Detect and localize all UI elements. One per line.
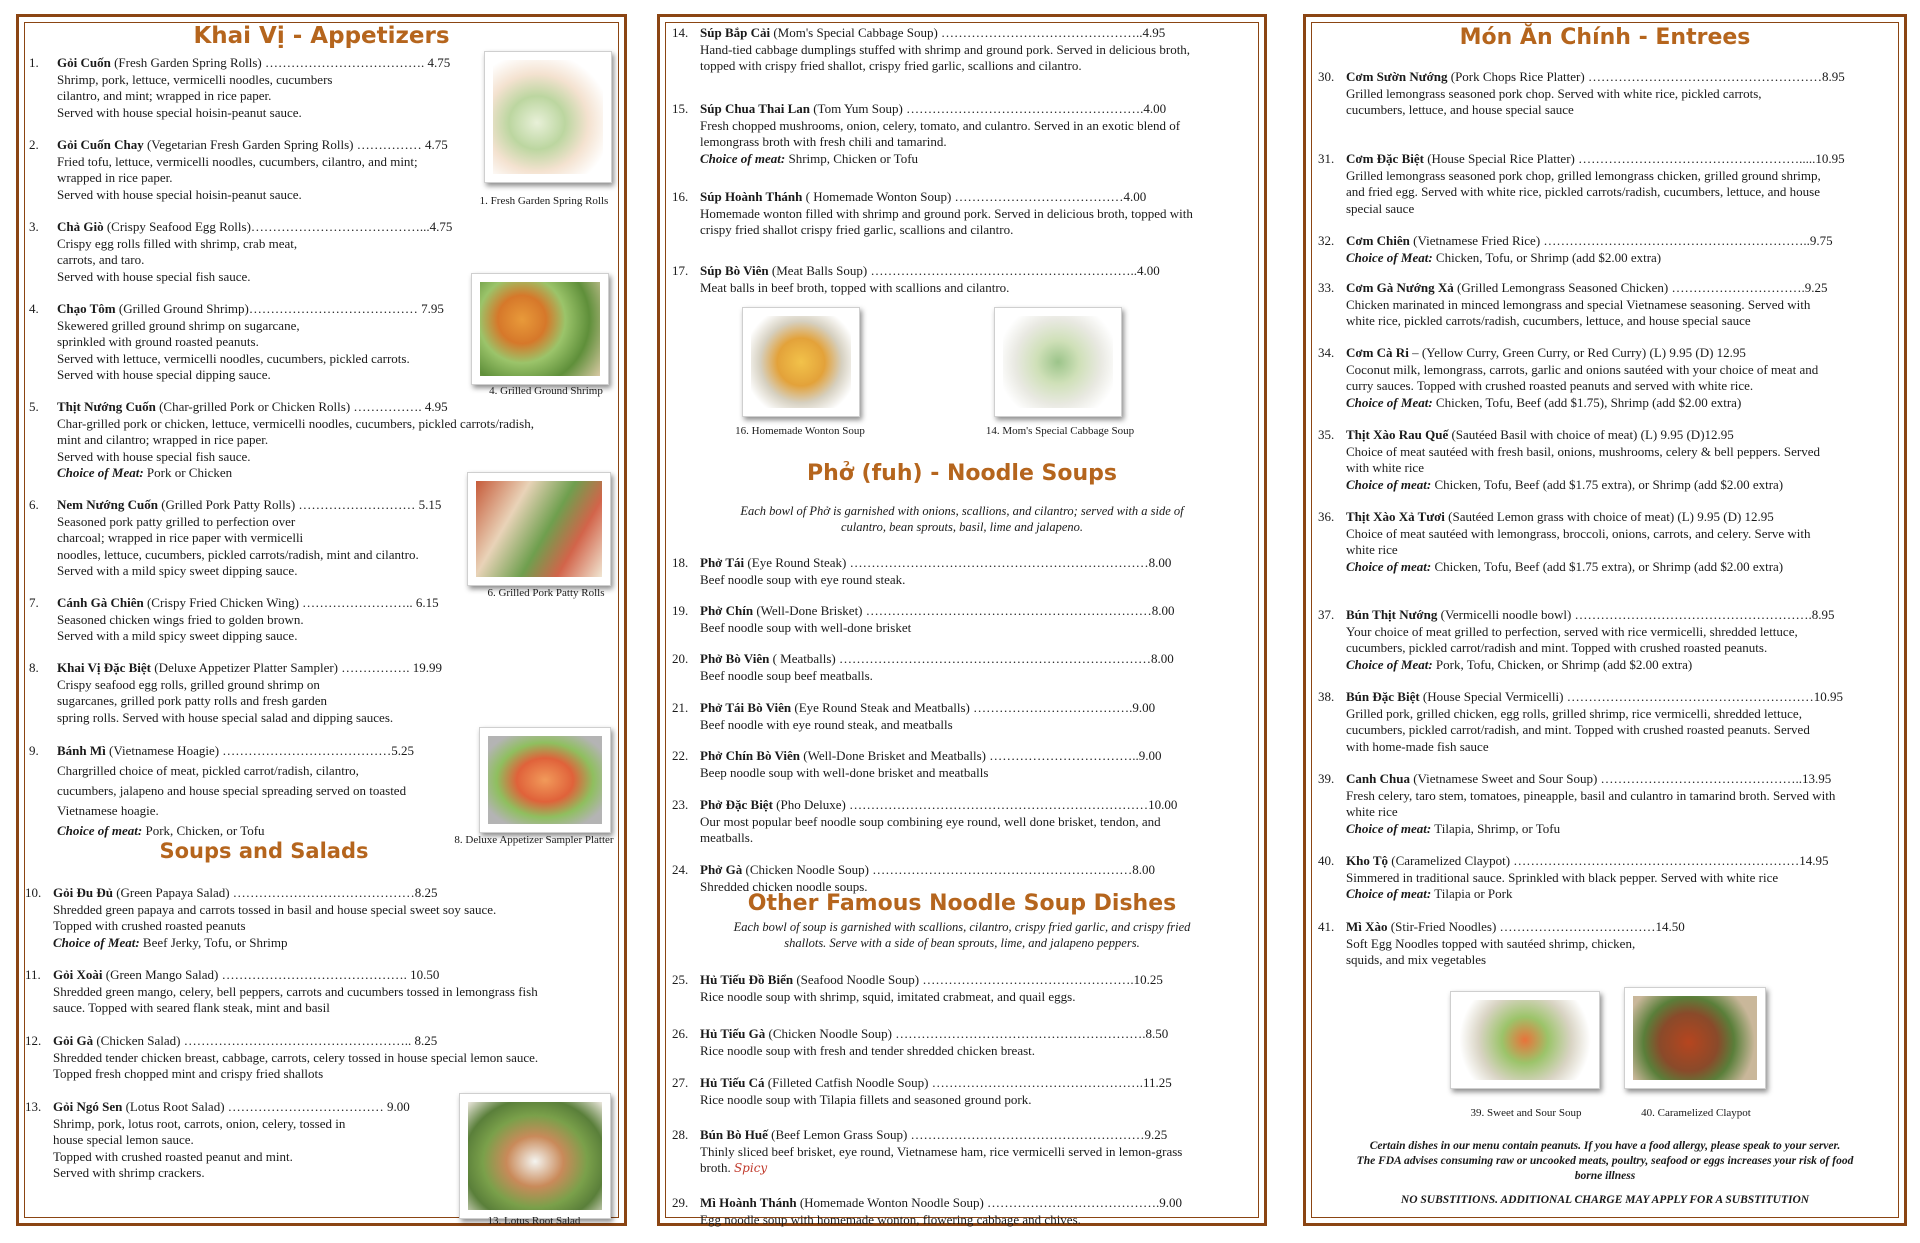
item-description: topped with crispy fried shallot, crispy fried garlic, scallions and cilantro.: [700, 58, 1082, 73]
item-name: Mì Xào: [1346, 919, 1388, 934]
item-price-line: (Stir-Fried Noodles) ………………………………14.50: [1390, 919, 1685, 934]
item-description: Rice noodle soup with shrimp, squid, imitated crabmeat, and quail eggs.: [700, 988, 1076, 1004]
item-description: Skewered grilled ground shrimp on sugarcane,: [57, 317, 300, 333]
item-description: Shredded green mango, celery, bell peppers, carrots and cucumbers tossed in lemongrass fish: [53, 983, 538, 999]
item-description: Served with a mild spicy sweet dipping sauce.: [57, 563, 298, 578]
item-description: Chargrilled choice of meat, pickled carrot/radish, cilantro,: [57, 763, 359, 778]
item-description: Served with lettuce, vermicelli noodles, cucumbers, pickled carrots.: [57, 350, 410, 366]
entrees-panel: [1303, 14, 1907, 1226]
item-description: white rice, pickled carrots/radish, cucumbers, lettuce, and house special sauce: [1346, 313, 1751, 328]
caption: 8. Deluxe Appetizer Sampler Platter: [454, 834, 614, 846]
item-number: 11.: [25, 967, 41, 982]
item-number: 37.: [1318, 607, 1335, 622]
item-description: Rice noodle soup with fresh and tender shredded chicken breast.: [700, 1042, 1036, 1058]
item-price-line: (Pho Deluxe) ……………………………………………………………10.00: [776, 797, 1178, 812]
item-description: cilantro, and mint; wrapped in rice paper.: [57, 88, 272, 103]
item-price-line: (Vermicelli noodle bowl) ……………………………………………….8.95: [1440, 607, 1835, 622]
item-number: 15.: [672, 101, 689, 116]
item-description: Beef noodle soup with well-done brisket: [700, 619, 912, 635]
item-number: 31.: [1318, 151, 1335, 166]
item-description: Coconut milk, lemongrass, carrots, garlic and onions sautéed with your choice of meat and: [1346, 361, 1819, 377]
item-price-line: (Crispy Seafood Egg Rolls)…………………………………...4.75: [106, 219, 453, 234]
item-description: Served with a mild spicy sweet dipping sauce.: [57, 628, 298, 643]
item-name: Gỏi Cuốn Chay: [57, 137, 144, 152]
item-description: sauce. Topped with seared flank steak, mint and basil: [53, 1000, 330, 1015]
item-description: with white rice: [1346, 460, 1424, 475]
item-price-line: ( Meatballs) ………………………………………………………………8.00: [772, 651, 1174, 666]
item-number: 12.: [25, 1033, 42, 1048]
item-name: Thịt Nướng Cuốn: [57, 399, 156, 414]
item-description: Rice noodle soup with Tilapia fillets and seasoned ground pork.: [700, 1091, 1032, 1107]
item-price-line: (House Special Rice Platter) …………………………………………….....10.95: [1427, 151, 1845, 166]
item-description: sugarcanes, grilled pork patty rolls and fresh garden: [57, 693, 328, 708]
item-name: Phở Bò Viên: [700, 651, 770, 666]
item-price-line: (Chicken Noodle Soup) ………………………………………………….8.50: [768, 1026, 1169, 1041]
item-price-line: (Mom's Special Cabbage Soup) ………………………………………..4.95: [773, 25, 1166, 40]
item-description: Beef noodle soup beef meatballs.: [700, 667, 873, 683]
grilled-shrimp-photo: [471, 273, 609, 385]
choice-of-meat: Choice of Meat: Pork or Chicken: [57, 465, 233, 480]
item-description: Grilled pork, grilled chicken, egg rolls, grilled shrimp, rice vermicelli, shredded lettuce,: [1346, 705, 1802, 721]
item-name: Cơm Sườn Nướng: [1346, 69, 1448, 84]
caption: 4. Grilled Ground Shrimp: [489, 385, 603, 397]
item-name: Gỏi Xoài: [53, 967, 103, 982]
item-name: Phở Đặc Biệt: [700, 797, 773, 812]
item-description: Vietnamese hoagie.: [57, 803, 159, 818]
item-number: 23.: [672, 797, 689, 812]
item-price-line: (Beef Lemon Grass Soup) ………………………………………………9.25: [771, 1127, 1168, 1142]
item-price-line: (Meat Balls Soup) ……………………………………………………..4.00: [771, 263, 1160, 278]
item-price-line: (Vietnamese Sweet and Sour Soup) ………………………………………..13.95: [1413, 771, 1832, 786]
item-number: 26.: [672, 1026, 689, 1041]
item-price-line: (Homemade Wonton Noodle Soup) ………………………………….9.00: [799, 1195, 1183, 1210]
item-name: Gỏi Đu Đủ: [53, 885, 113, 900]
item-price-line: – (Yellow Curry, Green Curry, or Red Curry) (L) 9.95 (D) 12.95: [1412, 345, 1746, 360]
spicy-label: Spicy: [733, 1161, 768, 1175]
choice-of-meat: Choice of Meat: Beef Jerky, Tofu, or Shrimp: [53, 934, 288, 950]
item-description: cucumbers, lettuce, and house special sauce: [1346, 102, 1574, 117]
choice-of-meat: Choice of Meat: Chicken, Tofu, Beef (add $1.75), Shrimp (add $2.00 extra): [1346, 394, 1742, 410]
item-number: 3.: [29, 219, 39, 234]
wonton-soup-photo: [742, 307, 860, 417]
item-description: Simmered in traditional sauce. Sprinkled with black pepper. Served with white rice: [1346, 869, 1779, 885]
item-name: Súp Chua Thai Lan: [700, 101, 810, 116]
entrees-title: Món Ăn Chính - Entrees: [1459, 25, 1751, 50]
item-number: 7.: [29, 595, 39, 610]
item-price-line: (Lotus Root Salad) ……………………………… 9.00: [125, 1099, 410, 1114]
choice-of-meat: Choice of Meat: Pork, Tofu, Chicken, or Shrimp (add $2.00 extra): [1346, 656, 1693, 672]
item-number: 19.: [672, 603, 689, 618]
item-description: Hand-tied cabbage dumplings stuffed with shrimp and ground pork. Served in delicious broth,: [700, 41, 1191, 57]
item-description: curry sauces. Topped with crushed roasted peanuts and served with white rice.: [1346, 378, 1754, 393]
item-price-line: (Vegetarian Fresh Garden Spring Rolls) …………… 4.75: [146, 137, 448, 152]
caption: 39. Sweet and Sour Soup: [1470, 1107, 1582, 1119]
item-description: Crispy seafood egg rolls, grilled ground shrimp on: [57, 676, 320, 692]
item-name: Hủ Tiếu Gà: [700, 1026, 766, 1041]
substitution-notice: NO SUBSTITIONS. ADDITIONAL CHARGE MAY APPLY FOR A SUBSTITUTION: [1400, 1194, 1810, 1206]
item-description: Topped with crushed roasted peanuts: [53, 918, 246, 933]
item-number: 27.: [672, 1075, 689, 1090]
item-description: with home-made fish sauce: [1346, 738, 1489, 754]
item-price-line: (House Special Vermicelli) …………………………………………………10.95: [1422, 689, 1843, 704]
item-price-line: (Well-Done Brisket) …………………………………………………………8.00: [756, 603, 1175, 618]
item-price-line: (Fresh Garden Spring Rolls) ………………………………. 4.75: [114, 55, 451, 70]
item-description: house special lemon sauce.: [53, 1132, 194, 1147]
item-price-line: (Filleted Catfish Noodle Soup) ………………………………………….11.25: [767, 1075, 1172, 1090]
choice-of-meat: Choice of meat: Tilapia or Pork: [1346, 886, 1513, 901]
caption: 40. Caramelized Claypot: [1641, 1107, 1751, 1119]
item-name: Nem Nướng Cuốn: [57, 497, 158, 512]
item-price-line: (Crispy Fried Chicken Wing) …………………….. 6.15: [146, 595, 439, 610]
item-number: 20.: [672, 651, 689, 666]
item-number: 41.: [1318, 919, 1335, 934]
item-description: cucumbers, jalapeno and house special spreading served on toasted: [57, 783, 407, 798]
item-name: Cánh Gà Chiên: [57, 595, 144, 610]
item-name: Thịt Xào Rau Quế: [1346, 427, 1449, 442]
soups-panel: [657, 14, 1267, 1226]
item-price-line: (Sautéed Lemon grass with choice of meat) (L) 9.95 (D) 12.95: [1448, 509, 1774, 524]
choice-of-meat: Choice of meat: Pork, Chicken, or Tofu: [57, 823, 265, 838]
item-number: 17.: [672, 263, 689, 278]
item-description: and fried egg. Served with white rice, pickled carrots/radish, cucumbers, lettuce, and house: [1346, 184, 1820, 199]
item-description: noodles, lettuce, cucumbers, pickled carrots/radish, mint and cilantro.: [57, 546, 419, 562]
item-name: Cơm Chiên: [1346, 233, 1410, 248]
item-price-line: (Pork Chops Rice Platter) ………………………………………………8.95: [1450, 69, 1845, 84]
item-description: crispy fried shallot crispy fried garlic, scallions and cilantro.: [700, 222, 1014, 237]
other-noodle-note: Each bowl of soup is garnished with scallions, cilantro, crispy fried garlic, and crispy fried shallots. Serve with a side of bean sprouts, lime, and jalapeno peppers.: [733, 920, 1191, 950]
item-description: Served with house special hoisin-peanut sauce.: [57, 186, 302, 202]
item-price-line: (Vietnamese Hoagie) …………………………………5.25: [109, 743, 415, 758]
item-number: 28.: [672, 1127, 689, 1142]
item-name: Thịt Xào Xả Tươi: [1346, 509, 1445, 524]
item-price-line: (Well-Done Brisket and Meatballs) ……………………………..9.00: [803, 748, 1162, 763]
item-price-line: (Tom Yum Soup) ……………………………………………….4.00: [813, 101, 1167, 116]
item-price-line: (Green Papaya Salad) ……………………………………8.25: [116, 885, 438, 900]
item-name: Cơm Gà Nướng Xả: [1346, 280, 1454, 295]
item-description: Served with shrimp crackers.: [53, 1165, 205, 1180]
item-name: Cơm Đặc Biệt: [1346, 151, 1424, 166]
item-description: Grilled lemongrass seasoned pork chop, grilled lemongrass chicken, grilled ground shrimp,: [1346, 167, 1821, 183]
claypot-photo: [1624, 987, 1766, 1089]
appetizers-panel: [16, 14, 627, 1226]
item-price-line: (Caramelized Claypot) …………………………………………………………14.95: [1391, 853, 1829, 868]
item-number: 25.: [672, 972, 689, 987]
item-price-line: (Seafood Noodle Soup) ………………………………………….10.25: [796, 972, 1163, 987]
item-number: 18.: [672, 555, 689, 570]
item-name: Phở Chín: [700, 603, 754, 618]
item-description: Chicken marinated in minced lemongrass and special Vietnamese seasoning. Served with: [1346, 296, 1811, 312]
item-number: 5.: [29, 399, 39, 414]
item-description: cucumbers, pickled carrot/radish, and mint. Topped with crushed roasted peanuts. Served: [1346, 722, 1810, 737]
item-description: Served with house special hoisin-peanut sauce.: [57, 104, 302, 120]
item-description: Beef noodle with eye round steak, and meatballs: [700, 716, 953, 732]
item-price-line: (Sautéed Basil with choice of meat) (L) 9.95 (D)12.95: [1451, 427, 1734, 442]
item-price-line: (Green Mango Salad) ……………………………………. 10.50: [105, 967, 440, 982]
item-price-line: (Vietnamese Fried Rice) ……………………………………………………..9.75: [1413, 233, 1833, 248]
pork-patty-rolls-photo: [467, 472, 611, 586]
other-noodle-title: Other Famous Noodle Soup Dishes: [747, 891, 1177, 916]
item-number: 4.: [29, 301, 39, 316]
caption: 16. Homemade Wonton Soup: [735, 425, 865, 437]
item-name: Gỏi Cuốn: [57, 55, 111, 70]
item-number: 24.: [672, 862, 689, 877]
item-description: carrots, and taro.: [57, 252, 145, 267]
item-description: Served with house special fish sauce.: [57, 448, 251, 464]
item-name: Phở Tái Bò Viên: [700, 700, 792, 715]
item-name: Bún Đặc Biệt: [1346, 689, 1420, 704]
item-price-line: (Grilled Pork Patty Rolls) ……………………… 5.15: [161, 497, 442, 512]
pho-title: Phở (fuh) - Noodle Soups: [807, 461, 1117, 486]
item-description: charcoal; wrapped in rice paper with vermicelli: [57, 530, 304, 545]
allergy-notice: Certain dishes in our menu contain peanuts. If you have a food allergy, please speak to your server. The FDA advises consuming raw or uncooked meats, poultry, seafood or eggs increases your risk of food borne illness: [1356, 1140, 1854, 1182]
item-number: 38.: [1318, 689, 1335, 704]
item-name: Gỏi Ngó Sen: [53, 1099, 123, 1114]
item-name: Mì Hoành Thánh: [700, 1195, 797, 1210]
item-description: Soft Egg Noodles topped with sautéed shrimp, chicken,: [1346, 935, 1636, 951]
appetizers-title: Khai Vị - Appetizers: [193, 23, 450, 49]
item-description: white rice: [1346, 542, 1398, 557]
choice-of-meat: Choice of meat: Tilapia, Shrimp, or Tofu: [1346, 820, 1561, 836]
item-number: 22.: [672, 748, 689, 763]
item-description: Beep noodle soup with well-done brisket and meatballs: [700, 764, 989, 780]
cabbage-soup-photo: [994, 307, 1122, 417]
item-name: Chạo Tôm: [57, 301, 116, 316]
item-description: squids, and mix vegetables: [1346, 952, 1487, 967]
item-name: Bún Thịt Nướng: [1346, 607, 1438, 622]
item-name: Phở Chín Bò Viên: [700, 748, 801, 763]
item-number: 29.: [672, 1195, 689, 1210]
item-description: Topped fresh chopped mint and crispy fried shallots: [53, 1066, 324, 1081]
item-name: Phở Tái: [700, 555, 745, 570]
item-description: Shredded tender chicken breast, cabbage, carrots, celery tossed in house special lemon sauce.: [53, 1049, 539, 1065]
caption: 1. Fresh Garden Spring Rolls: [479, 195, 609, 207]
item-description: Topped with crushed roasted peanut and mint.: [53, 1148, 293, 1164]
item-description: Fried tofu, lettuce, vermicelli noodles, cucumbers, cilantro, and mint;: [57, 153, 418, 169]
item-description: wrapped in rice paper.: [57, 170, 173, 185]
item-description: Char-grilled pork or chicken, lettuce, vermicelli noodles, cucumbers, pickled carrots/radish,: [57, 415, 534, 431]
item-name: Canh Chua: [1346, 771, 1410, 786]
item-number: 30.: [1318, 69, 1335, 84]
choice-of-meat: Choice of meat: Chicken, Tofu, Beef (add $1.75 extra), or Shrimp (add $2.00 extra): [1346, 476, 1784, 492]
item-name: Cơm Cà Ri: [1346, 345, 1409, 360]
item-description: Shrimp, pork, lotus root, carrots, onion, celery, tossed in: [53, 1115, 346, 1131]
item-description: Served with house special fish sauce.: [57, 268, 251, 284]
item-description: Egg noodle soup with homemade wonton, flowering cabbage and chives.: [700, 1211, 1081, 1227]
item-description: Choice of meat sautéed with fresh basil, onions, mushrooms, celery & bell peppers. Served: [1346, 443, 1821, 459]
item-number: 6.: [29, 497, 39, 512]
choice-of-meat: Choice of meat: Shrimp, Chicken or Tofu: [700, 150, 919, 166]
item-price-line: (Char-grilled Pork or Chicken Rolls) ……………. 4.95: [159, 399, 448, 414]
item-description: Your choice of meat grilled to perfection, served with rice vermicelli, shredded lettuce,: [1346, 623, 1798, 639]
item-description: white rice: [1346, 804, 1398, 819]
item-name: Gỏi Gà: [53, 1033, 94, 1048]
item-number: 40.: [1318, 853, 1335, 868]
soups-salads-title: Soups and Salads: [159, 839, 369, 863]
item-price-line: (Chicken Salad) …………………………………………….. 8.25: [96, 1033, 438, 1048]
item-description: Choice of meat sautéed with lemongrass, broccoli, onions, carrots, and celery. Serve with: [1346, 525, 1811, 541]
item-price-line: (Grilled Lemongrass Seasoned Chicken) ………………………….9.25: [1457, 280, 1828, 295]
item-number: 32.: [1318, 233, 1335, 248]
item-description: cucumbers, pickled carrot/radish and mint. Topped with crushed roasted peanuts.: [1346, 640, 1768, 655]
item-description: Homemade wonton filled with shrimp and ground pork. Served in delicious broth, topped with: [700, 205, 1193, 221]
item-number: 36.: [1318, 509, 1335, 524]
item-price-line: (Eye Round Steak and Meatballs) ……………………………….9.00: [794, 700, 1156, 715]
item-description: special sauce: [1346, 200, 1415, 216]
item-description: Shredded chicken noodle soups.: [700, 878, 868, 894]
item-name: Phở Gà: [700, 862, 743, 877]
item-description: Beef noodle soup with eye round steak.: [700, 571, 906, 587]
item-description: meatballs.: [700, 830, 754, 845]
item-description: Served with house special dipping sauce.: [57, 367, 271, 382]
item-name: Khai Vị Đặc Biệt: [57, 660, 152, 675]
item-name: Súp Bò Viên: [700, 263, 769, 278]
item-number: 13.: [25, 1099, 42, 1114]
item-name: Bún Bò Huế: [700, 1127, 768, 1142]
appetizer-platter-photo: [479, 727, 611, 833]
spring-rolls-photo: [484, 51, 612, 183]
pho-note: Each bowl of Phở is garnished with onions, scallions, and cilantro; served with a side of culantro, bean sprouts, basil, lime and jalapeno.: [740, 504, 1184, 534]
item-price-line: (Deluxe Appetizer Platter Sampler) ……………. 19.99: [154, 660, 443, 675]
caption: 13. Lotus Root Salad: [487, 1215, 581, 1227]
item-description: sprinkled with ground roasted peanuts.: [57, 334, 259, 349]
sweet-sour-soup-photo: [1450, 991, 1600, 1089]
item-number: 16.: [672, 189, 689, 204]
item-name: Súp Hoành Thánh: [700, 189, 803, 204]
item-name: Kho Tộ: [1346, 853, 1389, 868]
item-number: 35.: [1318, 427, 1335, 442]
item-description: Grilled lemongrass seasoned pork chop. Served with white rice, pickled carrots,: [1346, 85, 1762, 101]
item-name: Súp Bắp Cải: [700, 25, 771, 40]
item-number: 14.: [672, 25, 689, 40]
item-name: Hủ Tiếu Cá: [700, 1075, 765, 1090]
item-price-line: (Eye Round Steak) ……………………………………………………………8.00: [747, 555, 1172, 570]
item-description: broth. Spicy: [700, 1160, 768, 1175]
item-description: Shrimp, pork, lettuce, vermicelli noodles, cucumbers: [57, 71, 333, 87]
item-number: 8.: [29, 660, 39, 675]
item-price-line: ( Homemade Wonton Soup) …………………………………4.00: [805, 189, 1147, 204]
item-description: Fresh celery, taro stem, tomatoes, pineapple, basil and culantro in tamarind broth. Served with: [1346, 787, 1836, 803]
item-name: Hủ Tiếu Đồ Biển: [700, 972, 794, 987]
item-number: 1.: [29, 55, 39, 70]
item-number: 33.: [1318, 280, 1335, 295]
item-description: Meat balls in beef broth, topped with scallions and cilantro.: [700, 279, 1010, 295]
item-number: 34.: [1318, 345, 1335, 360]
item-description: Thinly sliced beef brisket, eye round, Vietnamese ham, rice vermicelli served in lemon-grass: [700, 1143, 1183, 1159]
item-name: Chả Giò: [57, 219, 104, 234]
item-description: mint and cilantro; wrapped in rice paper.: [57, 432, 269, 447]
item-description: Seasoned chicken wings fried to golden brown.: [57, 611, 304, 627]
item-price-line: (Grilled Ground Shrimp)………………………………… 7.95: [118, 301, 444, 316]
item-description: spring rolls. Served with house special salad and dipping sauces.: [57, 709, 394, 725]
item-number: 9.: [29, 743, 39, 758]
item-price-line: (Chicken Noodle Soup) ……………………………………………………8.00: [745, 862, 1155, 877]
item-number: 10.: [25, 885, 42, 900]
item-description: Crispy egg rolls filled with shrimp, crab meat,: [57, 235, 298, 251]
item-name: Bánh Mì: [57, 743, 106, 758]
lotus-root-salad-photo: [459, 1093, 611, 1219]
item-description: Fresh chopped mushrooms, onion, celery, tomato, and culantro. Served in an exotic blend of: [700, 117, 1181, 133]
caption: 14. Mom's Special Cabbage Soup: [985, 425, 1135, 437]
item-number: 2.: [29, 137, 39, 152]
item-description: Seasoned pork patty grilled to perfection over: [57, 513, 296, 529]
caption: 6. Grilled Pork Patty Rolls: [487, 587, 605, 599]
item-description: lemongrass broth with fresh chili and tamarind.: [700, 134, 947, 149]
item-description: Shredded green papaya and carrots tossed in basil and house special sweet soy sauce.: [53, 901, 497, 917]
choice-of-meat: Choice of Meat: Chicken, Tofu, or Shrimp (add $2.00 extra): [1346, 249, 1662, 265]
item-description: Our most popular beef noodle soup combining eye round, well done brisket, tendon, and: [700, 813, 1161, 829]
item-number: 39.: [1318, 771, 1335, 786]
item-number: 21.: [672, 700, 689, 715]
choice-of-meat: Choice of meat: Chicken, Tofu, Beef (add $1.75 extra), or Shrimp (add $2.00 extra): [1346, 558, 1784, 574]
